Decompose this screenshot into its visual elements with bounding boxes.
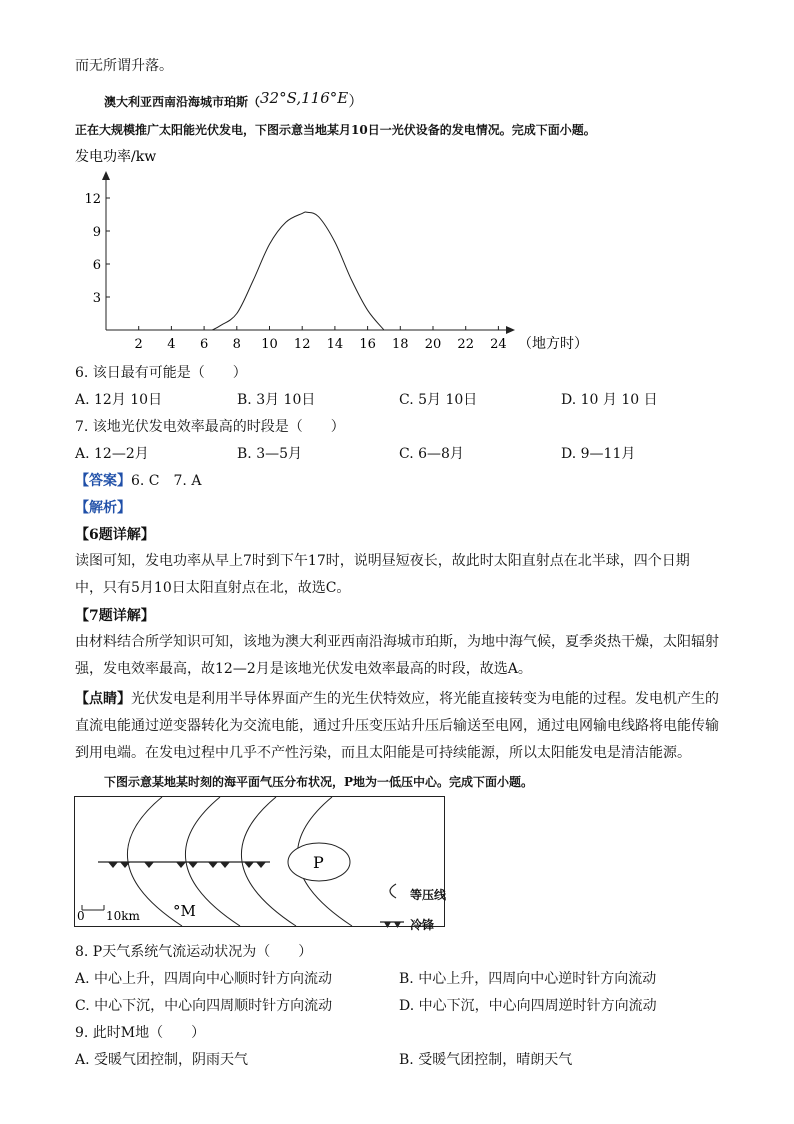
- q9-option-a: A. 受暖气团控制，阴雨天气: [75, 1052, 249, 1068]
- detail6-text: [75, 548, 720, 602]
- q7-option-d: D. 9—11月: [561, 446, 636, 462]
- cold-front-legend-tri-2: [394, 922, 401, 928]
- power-chart: [70, 142, 590, 358]
- q7-option-a: A. 12—2月: [75, 446, 149, 462]
- x-tick-label: 22: [457, 337, 474, 352]
- x-tick-label: 8: [232, 337, 241, 352]
- intro-close: ）: [348, 92, 364, 110]
- q8-option-b: B. 中心上升，四周向中心逆时针方向流动: [399, 971, 657, 987]
- detail7-line-1: 由材料结合所学知识可知，该地为澳大利亚西南沿海城市珀斯，为地中海气候，夏季炎热干燥，太阳辐射: [75, 634, 719, 650]
- q6-option-a: A. 12月 10日: [75, 392, 163, 408]
- x-tick-label: 12: [293, 337, 311, 352]
- p-label: P: [313, 853, 324, 872]
- y-tick-label: 12: [84, 192, 101, 207]
- coordinates: 32°S,116°E: [260, 89, 349, 107]
- legend-isobar-label: 等压线: [410, 888, 447, 902]
- q9-stem: 9. 此时M地（ ）: [75, 1025, 206, 1041]
- x-tick-label: 20: [424, 337, 442, 352]
- y-tick-label: 9: [92, 225, 101, 240]
- x-tick-label: 2: [134, 337, 143, 352]
- q7-option-b: B. 3—5月: [237, 446, 303, 462]
- q7-stem: 7. 该地光伏发电效率最高的时段是（ ）: [75, 419, 345, 435]
- detail6-line-1: 读图可知，发电功率从早上7时到下午17时，说明昼短夜长，故此时太阳直射点在北半球，四个日期: [75, 553, 690, 569]
- tip-tag: 【点睛】: [75, 691, 131, 707]
- y-axis-arrow: [102, 171, 110, 180]
- legend-front-label: 冷锋: [410, 918, 435, 932]
- y-axis-label: 发电功率/kw: [75, 149, 157, 165]
- intro-lead: 澳大利亚西南沿海城市珀斯（: [104, 95, 261, 109]
- detail6-tag: 【6题详解】: [75, 527, 155, 543]
- tip-text: [75, 686, 720, 767]
- scale-label: 10km: [106, 909, 140, 923]
- q6-stem: 6. 该日最有可能是（ ）: [75, 365, 247, 381]
- x-tick-label: 10: [261, 337, 278, 352]
- power-curve: [212, 212, 384, 330]
- x-tick-label: 4: [167, 337, 176, 352]
- x-tick-label: 14: [326, 337, 344, 352]
- isobar-legend-icon: [390, 884, 396, 898]
- intro-2: 下图示意某地某时刻的海平面气压分布状况，P地为一低压中心。完成下面小题。: [104, 775, 534, 789]
- continuation-text: 而无所谓升落。: [75, 58, 173, 74]
- q8-option-a: A. 中心上升，四周向中心顺时针方向流动: [75, 971, 333, 987]
- q8-option-c: C. 中心下沉，中心向四周顺时针方向流动: [75, 998, 333, 1014]
- answer-line: [75, 470, 201, 490]
- q9-option-b: B. 受暖气团控制，晴朗天气: [399, 1052, 573, 1068]
- q8-stem: 8. P天气系统气流运动状况为（ ）: [75, 944, 313, 960]
- intro-line-1: [104, 90, 363, 111]
- q7-option-c: C. 6—8月: [399, 446, 464, 462]
- y-tick-label: 3: [92, 291, 101, 306]
- detail7-tag: 【7题详解】: [75, 608, 155, 624]
- tip-line-1: 【点睛】光伏发电是利用半导体界面产生的光生伏特效应，将光能直接转变为电能的过程。发电机产生的: [75, 691, 719, 707]
- x-tick-label: 6: [199, 337, 209, 352]
- x-tick-label: 16: [359, 337, 376, 352]
- q6-option-b: B. 3月 10日: [237, 392, 316, 408]
- m-label: °M: [173, 902, 196, 920]
- tip-line-2: 直流电能通过逆变器转化为交流电能，通过升压变压站升压后输送至电网，通过电网输电线路将电能传输: [75, 718, 719, 734]
- scale-zero: 0: [77, 909, 85, 923]
- intro-line-2: 正在大规模推广太阳能光伏发电，下图示意当地某月10日一光伏设备的发电情况。完成下面小题。: [75, 123, 596, 137]
- q6-option-d: D. 10 月 10 日: [561, 392, 658, 408]
- detail7-text: [75, 629, 720, 683]
- x-tick-label: 24: [490, 337, 507, 352]
- detail7-line-2: 强，发电效率最高，故12—2月是该地光伏发电效率最高的时段，故选A。: [75, 661, 532, 677]
- analysis-tag: 【解析】: [75, 500, 131, 516]
- x-axis-arrow: [506, 326, 515, 334]
- answer-text: 6. C 7. A: [131, 473, 202, 489]
- y-tick-label: 6: [92, 258, 101, 273]
- tip-line-3: 到用电端。在发电过程中几乎不产性污染，而且太阳能是可持续能源，所以太阳能发电是清洁能源。: [75, 745, 691, 761]
- answer-tag: 【答案】: [75, 473, 131, 489]
- q6-option-c: C. 5月 10日: [399, 392, 478, 408]
- q8-option-d: D. 中心下沉，中心向四周逆时针方向流动: [399, 998, 657, 1014]
- x-tick-label: 18: [392, 337, 409, 352]
- cold-front-legend-tri-1: [384, 922, 391, 928]
- detail6-line-2: 中，只有5月10日太阳直射点在北，故选C。: [75, 580, 351, 596]
- x-axis-label: （地方时）: [518, 336, 588, 352]
